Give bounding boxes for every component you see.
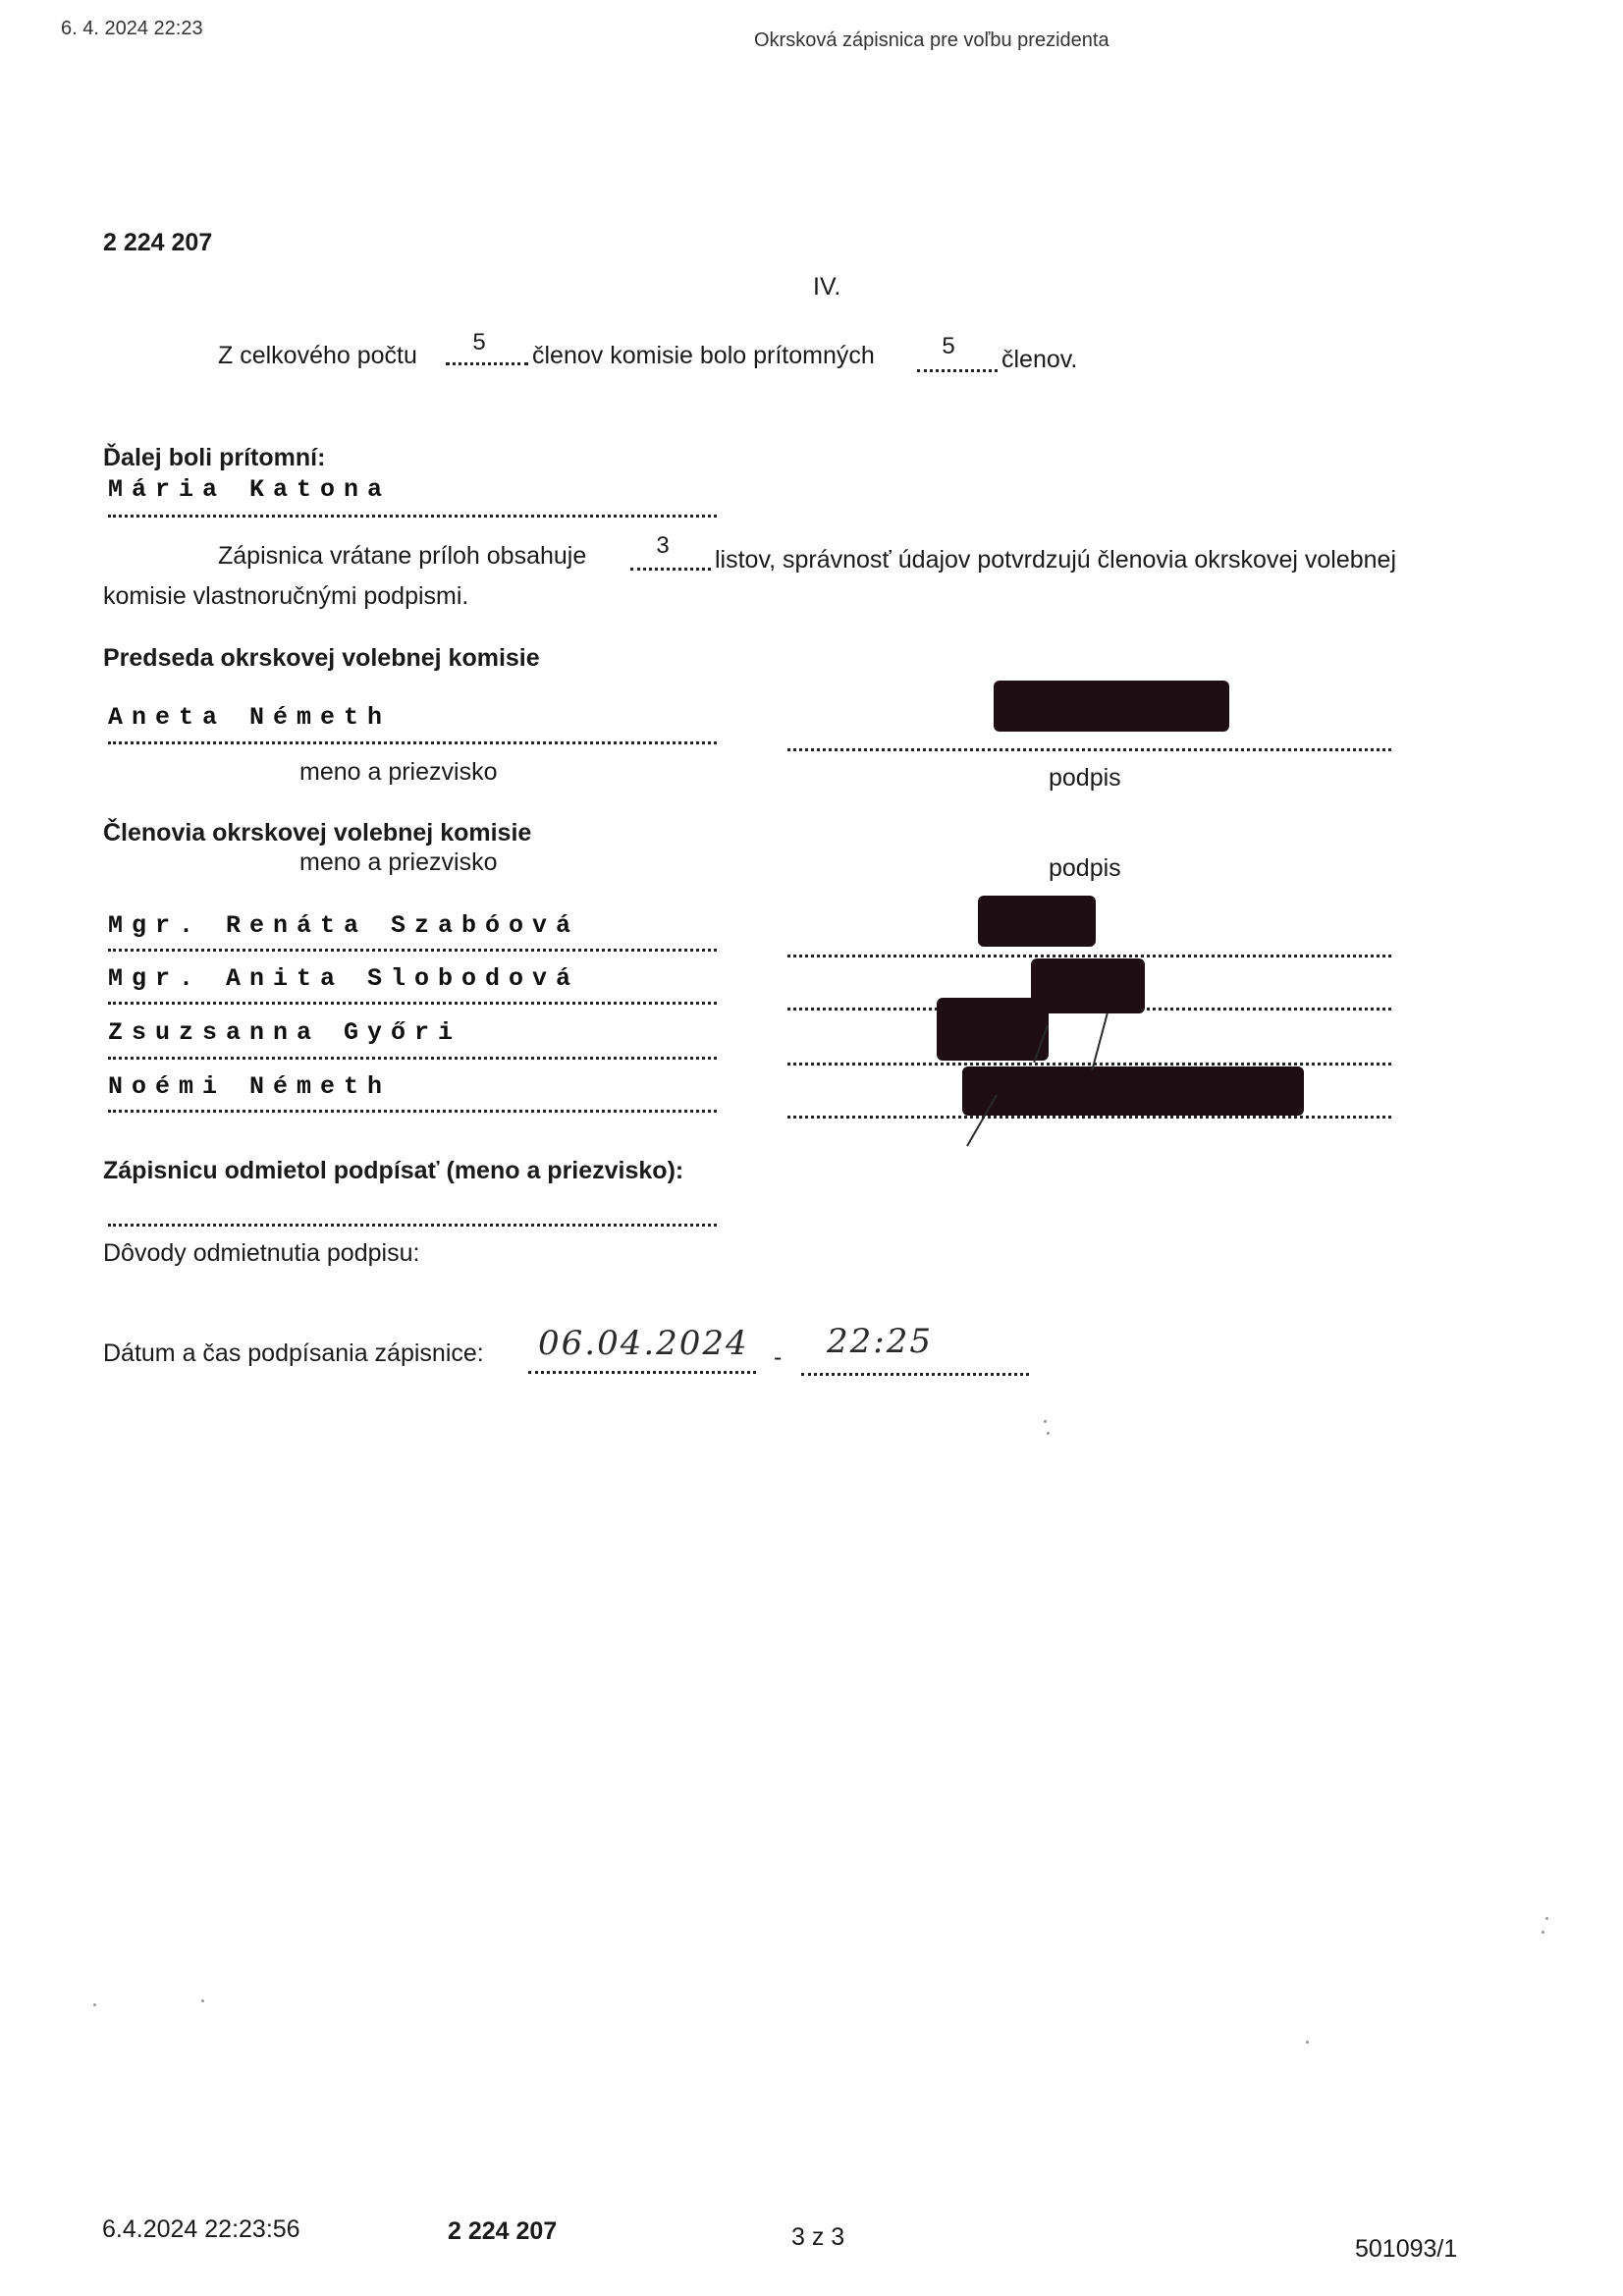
refused-dots [108, 1224, 717, 1227]
others-present-label: Ďalej boli prítomní: [103, 444, 326, 471]
others-present-name: Mária Katona [108, 475, 392, 504]
member-name-dots [108, 1002, 717, 1005]
signed-date-dots [528, 1371, 756, 1374]
member-signature-redaction [978, 896, 1096, 947]
chair-heading: Predseda okrskovej volebnej komisie [103, 644, 540, 672]
chair-name-dots [108, 741, 717, 744]
footer-page-number: 3 z 3 [791, 2223, 845, 2251]
scan-speck [201, 1999, 204, 2002]
member-signature-redaction [937, 998, 1049, 1061]
member-signature-redaction [962, 1066, 1304, 1116]
members-sign-caption: podpis [1049, 854, 1121, 882]
reasons-label: Dôvody odmietnutia podpisu: [103, 1239, 420, 1267]
members-total-dots [446, 362, 528, 365]
chair-sign-caption: podpis [1049, 764, 1121, 792]
signed-dash: - [774, 1343, 783, 1371]
pages-prefix: Zápisnica vrátane príloh obsahuje [218, 542, 587, 570]
member-name: Noémi Németh [108, 1072, 392, 1101]
chair-signature-dots [787, 748, 1391, 751]
members-present-dots [917, 369, 998, 372]
members-total-value: 5 [472, 329, 486, 355]
member-signature-dots [787, 955, 1391, 957]
others-present-dots [108, 515, 717, 518]
chair-name-caption: meno a priezvisko [299, 758, 498, 786]
scan-speck [1044, 1420, 1047, 1423]
scan-speck [1047, 1432, 1050, 1435]
document-id: 2 224 207 [103, 229, 213, 256]
pages-count-dots [630, 568, 711, 571]
chair-signature-redaction [994, 681, 1229, 732]
member-signature-dots [787, 1116, 1391, 1119]
signed-time-dots [801, 1373, 1029, 1376]
member-name: Zsuzsanna Győri [108, 1018, 462, 1047]
footer-timestamp: 6.4.2024 22:23:56 [102, 2215, 300, 2243]
footer-document-id: 2 224 207 [448, 2217, 558, 2245]
pages-count-value: 3 [656, 532, 670, 559]
members-middle-text: členov komisie bolo prítomných [532, 342, 875, 369]
section-number: IV. [813, 273, 841, 301]
member-name: Mgr. Renáta Szabóová [108, 911, 580, 940]
members-prefix: Z celkového počtu [218, 342, 417, 369]
member-name-dots [108, 1110, 717, 1113]
members-suffix: členov. [1001, 346, 1078, 373]
member-name-dots [108, 1057, 717, 1060]
members-name-caption: meno a priezvisko [299, 848, 498, 876]
members-heading: Členovia okrskovej volebnej komisie [103, 819, 532, 847]
footer-code: 501093/1 [1355, 2235, 1458, 2263]
signed-label: Dátum a čas podpísania zápisnice: [103, 1339, 484, 1367]
member-name: Mgr. Anita Slobodová [108, 964, 580, 993]
scan-speck [1545, 1917, 1548, 1920]
signed-date-handwritten: 06.04.2024 [538, 1324, 749, 1363]
refused-label: Zápisnicu odmietol podpísať (meno a priezvisko): [103, 1157, 684, 1184]
chair-name: Aneta Németh [108, 703, 392, 732]
member-name-dots [108, 949, 717, 952]
member-signature-dots [787, 1063, 1391, 1066]
pages-line2: komisie vlastnoručnými podpismi. [103, 582, 469, 610]
members-present-value: 5 [942, 333, 955, 359]
signed-time-handwritten: 22:25 [827, 1322, 933, 1361]
scan-speck [1542, 1931, 1544, 1934]
header-title: Okrsková zápisnica pre voľbu prezidenta [754, 29, 1109, 51]
scan-speck [1306, 2041, 1309, 2044]
pages-suffix: listov, správnosť údajov potvrdzujú členovia okrskovej volebnej [715, 546, 1396, 574]
header-datetime: 6. 4. 2024 22:23 [61, 18, 203, 39]
scan-speck [93, 2003, 96, 2006]
